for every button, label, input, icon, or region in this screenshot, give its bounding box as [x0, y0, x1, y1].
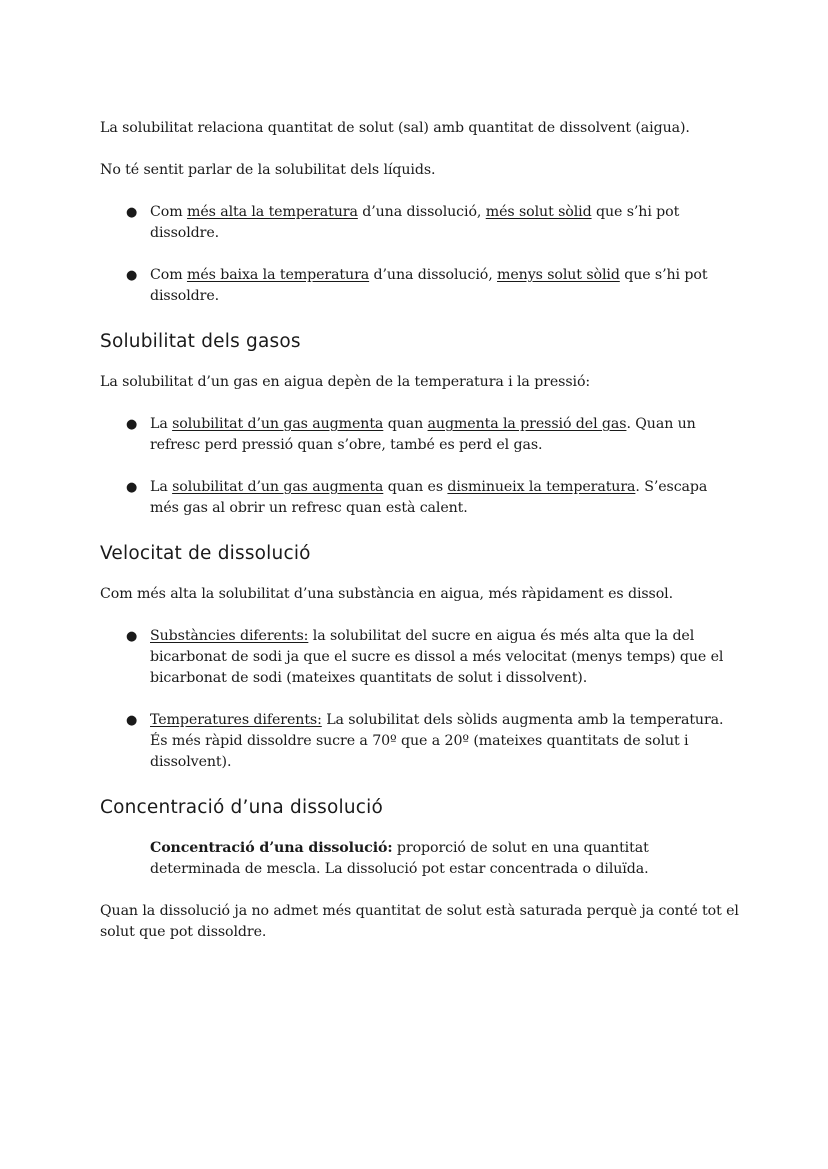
definition-term: Concentració d’una dissolució: [150, 840, 393, 856]
definition-block [100, 838, 740, 880]
underlined-text: disminueix la temperatura [447, 479, 636, 495]
section-heading-velocity: Velocitat de dissolució [100, 543, 311, 564]
definition-text: proporció de solut en una quantitat determinada de mescla. La dissolució pot estar concentrada o diluïda. [150, 840, 649, 877]
gases-bullet-list [100, 414, 740, 519]
bullet-icon: ● [126, 205, 138, 220]
underlined-text: augmenta la pressió del gas [427, 416, 627, 432]
list-item: ● Com més alta la temperatura d’una dissolució, més solut sòlid que s’hi pot dissoldre. [126, 204, 680, 241]
underlined-text: Temperatures diferents: [150, 712, 322, 728]
underlined-text: solubilitat d’un gas augmenta [172, 416, 384, 432]
list-item: ● La solubilitat d’un gas augmenta quan es disminueix la temperatura. S’escapa més gas al obrir un refresc quan està calent. [126, 479, 708, 516]
bullet-icon: ● [126, 480, 138, 495]
underlined-text: solubilitat d’un gas augmenta [172, 479, 384, 495]
bullet-icon: ● [126, 713, 138, 728]
document-page [100, 118, 740, 964]
underlined-text: menys solut sòlid [497, 267, 620, 283]
velocity-bullet-list [100, 626, 740, 773]
intro-paragraph: La solubilitat relaciona quantitat de solut (sal) amb quantitat de dissolvent (aigua). [100, 120, 690, 136]
section-heading-gases: Solubilitat dels gasos [100, 331, 301, 352]
list-item: ● La solubilitat d’un gas augmenta quan augmenta la pressió del gas. Quan un refresc perd pressió quan s’obre, també es perd el gas. [126, 416, 696, 453]
underlined-text: Substàncies diferents: [150, 628, 309, 644]
section-heading-concentration: Concentració d’una dissolució [100, 797, 384, 818]
underlined-text: més alta la temperatura [186, 204, 358, 220]
saturation-paragraph: Quan la dissolució ja no admet més quantitat de solut està saturada perquè ja conté tot el solut que pot dissoldre. [100, 903, 739, 940]
velocity-intro: Com més alta la solubilitat d’una substància en aigua, més ràpidament es dissol. [100, 586, 674, 602]
bullet-icon: ● [126, 417, 138, 432]
list-item: ● Temperatures diferents: La solubilitat dels sòlids augmenta amb la temperatura. És més ràpid dissoldre sucre a 70º que a 20º (mateixes quantitats de solut i dissolvent). [126, 712, 724, 770]
bullet-icon: ● [126, 268, 138, 283]
gases-intro: La solubilitat d’un gas en aigua depèn de la temperatura i la pressió: [100, 374, 591, 390]
bullet-icon: ● [126, 629, 138, 644]
underlined-text: més solut sòlid [485, 204, 592, 220]
underlined-text: més baixa la temperatura [186, 267, 370, 283]
list-item: ● Substàncies diferents: la solubilitat del sucre en aigua és més alta que la del bicarbonat de sodi ja que el sucre es dissol a més velocitat (menys temps) que el bicarbonat de sodi (mateixes quantitats de solut i dissolvent). [126, 628, 724, 686]
temperature-bullet-list [100, 202, 740, 307]
intro-note: No té sentit parlar de la solubilitat dels líquids. [100, 162, 436, 178]
list-item: ● Com més baixa la temperatura d’una dissolució, menys solut sòlid que s’hi pot dissoldre. [126, 267, 708, 304]
